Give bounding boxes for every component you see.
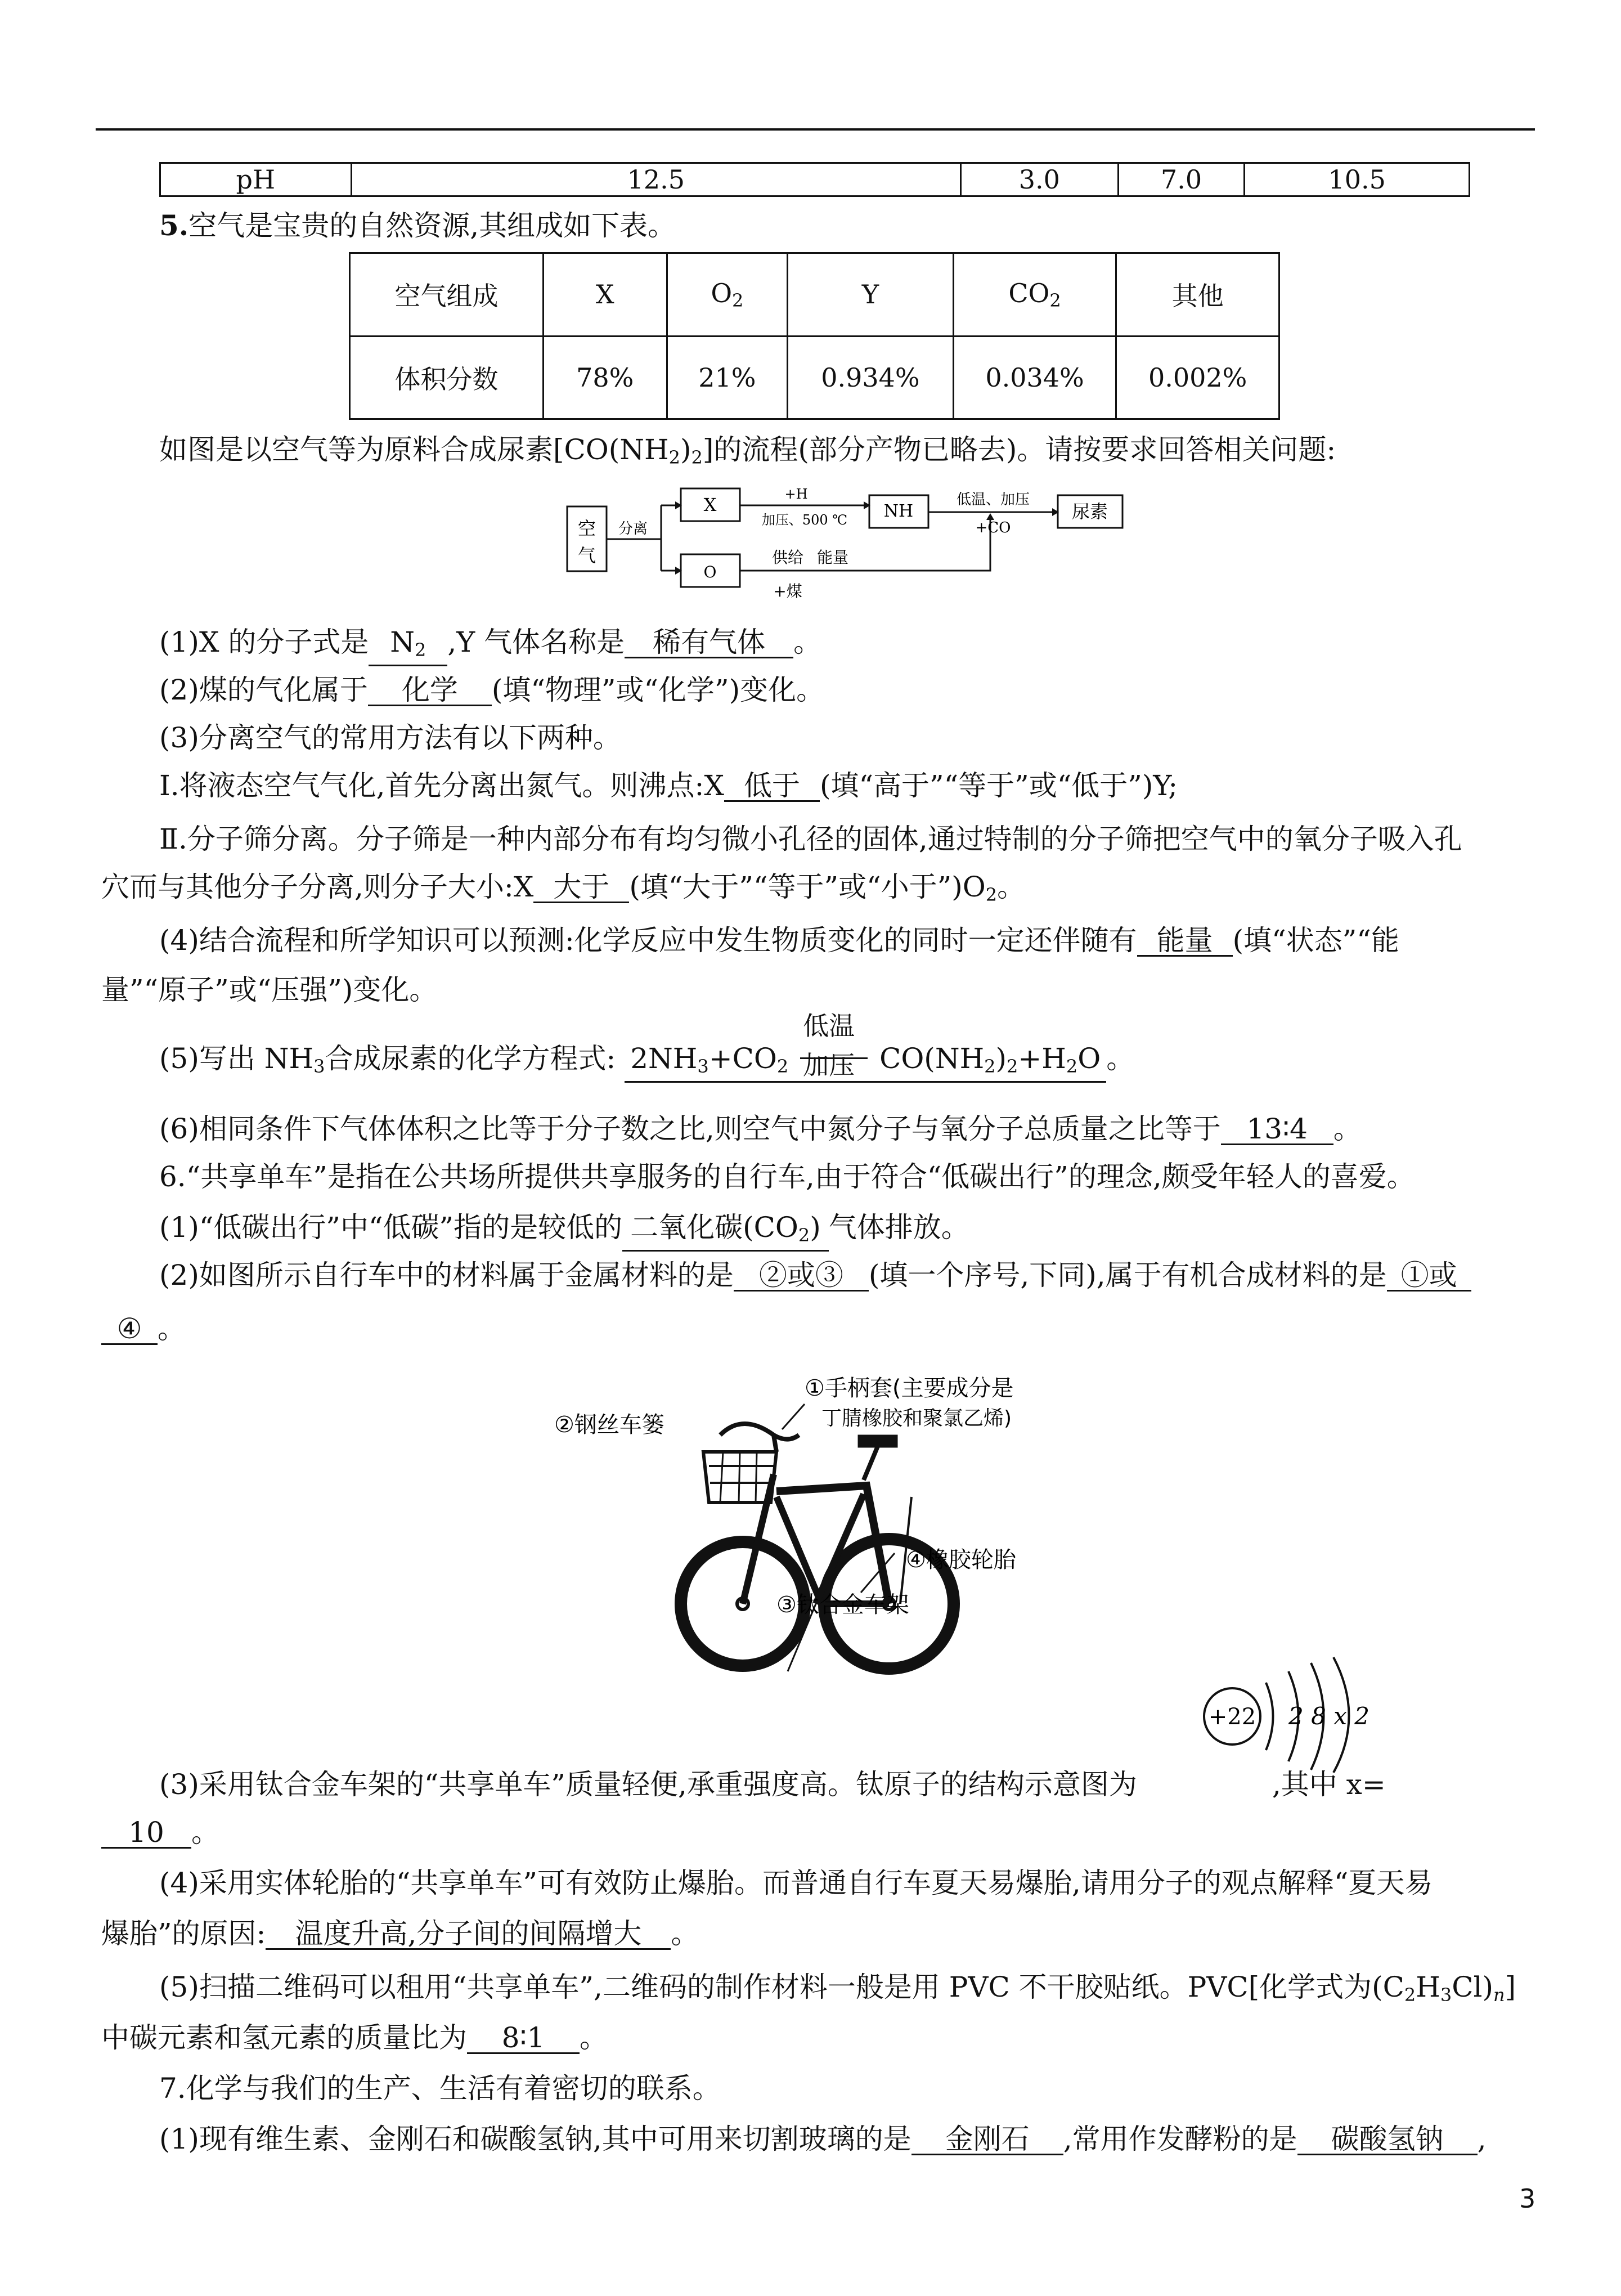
- flow-h2: +H: [784, 486, 808, 502]
- flow-urea: 尿素: [1071, 501, 1108, 522]
- q5-part3: (3)分离空气的常用方法有以下两种。: [159, 721, 621, 754]
- q6-part3-line1: (3)采用钛合金车架的“共享单车”质量轻便,承重强度高。钛原子的结构示意图为 ,其中 x=: [159, 1768, 1386, 1801]
- bike-label-1b: 丁腈橡胶和聚氯乙烯): [821, 1407, 1012, 1430]
- bike-label-1: ①手柄套(主要成分是: [805, 1375, 1014, 1401]
- q5-part3-ii-line1: Ⅱ.分子筛分离。分子筛是一种内部分布有均匀微小孔径的固体,通过特制的分子筛把空气中的氧分子吸入孔: [159, 823, 1462, 855]
- titanium-atom-diagram: [1198, 1649, 1401, 1773]
- ph-row-table: [159, 162, 1470, 197]
- flow-co2: +CO: [975, 519, 1011, 536]
- atom-nucleus: +22: [1208, 1704, 1256, 1730]
- q6-part4-line2: 爆胎”的原因: 温度升高,分子间的间隔增大 。: [101, 1917, 699, 1950]
- flow-coal: +煤: [773, 582, 802, 600]
- flow-o2: O: [703, 563, 717, 581]
- ph-value: 7.0: [1118, 163, 1245, 196]
- q6-part2-line1: (2)如图所示自行车中的材料属于金属材料的是 ②或③ (填一个序号,下同),属于有机合成材料的是 ①或: [159, 1258, 1471, 1293]
- ph-label: pH: [160, 163, 352, 196]
- q5-part1: (1)X 的分子式是 $N_2$ ,Y 气体名称是 稀有气体 。: [159, 625, 821, 666]
- ph-value: 12.5: [351, 163, 960, 196]
- q5-part4-line2: 量”“原子”或“压强”)变化。: [101, 974, 438, 1006]
- flow-nh3: NH: [883, 501, 914, 521]
- flow-air-2: 气: [577, 545, 596, 566]
- q6-part2-line2: ④ 。: [101, 1311, 186, 1346]
- page-number: 3: [1519, 2183, 1536, 2214]
- eq-condition-bottom: 加压: [803, 1050, 855, 1080]
- flow-cond1: 加压、500 ℃: [761, 512, 848, 528]
- q5-intro: 5.空气是宝贵的自然资源,其组成如下表。: [159, 209, 676, 242]
- q5-part4-line1: (4)结合流程和所学知识可以预测:化学反应中发生物质变化的同时一定还伴随有 能量 (填“状态”“能: [159, 924, 1399, 957]
- urea-flow-diagram: [563, 484, 1131, 602]
- q6-intro: 6.“共享单车”是指在公共场所提供共享服务的自行车,由于符合“低碳出行”的理念,颇受年轻人的喜爱。: [159, 1160, 1415, 1193]
- flow-intro: 如图是以空气等为原料合成尿素$[CO(NH_2)_2]$的流程(部分产物已略去)。请按要求回答相关问题:: [159, 433, 1336, 468]
- flow-supply: 供给: [771, 548, 804, 567]
- flow-x: X: [703, 494, 717, 515]
- q6-part1: (1)“低碳出行”中“低碳”指的是较低的 二氧化碳$(CO_2)$ 气体排放。: [159, 1210, 969, 1252]
- atom-shells: 2 8 x 2: [1288, 1702, 1369, 1730]
- flow-energy: 能量: [816, 548, 849, 567]
- ph-value: 10.5: [1245, 163, 1470, 196]
- bike-label-2: ②钢丝车篓: [554, 1412, 664, 1438]
- q6-part5-line1: (5)扫描二维码可以租用“共享单车”,二维码的制作材料一般是用 PVC 不干胶贴纸。PVC[化学式为$(C_2H_3Cl)_n$]: [159, 1971, 1516, 2006]
- q6-part3-line2: 10 。: [101, 1815, 219, 1850]
- air-composition-table: 空气组成 X $O_2$ Y $CO_2$ 其他 体积分数 78% 21% 0.934% 0.034% 0.002%: [349, 252, 1280, 420]
- ph-value: 3.0: [961, 163, 1119, 196]
- q5-part2: (2)煤的气化属于 化学 (填“物理”或“化学”)变化。: [159, 674, 825, 706]
- q5-part5: (5)写出 $NH_3$合成尿素的化学方程式: $2NH_3+CO_2$ 低温 加压 $CO(NH_2)_2+H_2O$ 。: [159, 1041, 1134, 1084]
- q5-part3-i: Ⅰ.将液态空气气化,首先分离出氮气。则沸点:X 低于 (填“高于”“等于”或“低于”)Y;: [159, 769, 1178, 802]
- q7-intro: 7.化学与我们的生产、生活有着密切的联系。: [159, 2072, 721, 2105]
- flow-cond2: 低温、加压: [956, 491, 1030, 508]
- header-rule: [96, 128, 1535, 131]
- flow-air-1: 空: [577, 518, 596, 539]
- q5-part6: (6)相同条件下气体体积之比等于分子数之比,则空气中氮分子与氧分子总质量之比等于 13∶4 。: [159, 1113, 1362, 1145]
- q6-part5-line2: 中碳元素和氢元素的质量比为 8∶1 。: [101, 2021, 608, 2054]
- eq-condition-top: 低温: [803, 1011, 855, 1041]
- q5-part3-ii-line2: 穴而与其他分子分离,则分子大小:X 大于 (填“大于”“等于”或“小于$”)O_2$。: [101, 871, 1026, 905]
- q6-part4-line1: (4)采用实体轮胎的“共享单车”可有效防止爆胎。而普通自行车夏天易爆胎,请用分子的观点解释“夏天易: [159, 1867, 1433, 1899]
- bicycle-figure: [551, 1367, 1114, 1683]
- q7-part1: (1)现有维生素、金刚石和碳酸氢钠,其中可用来切割玻璃的是 金刚石 ,常用作发酵粉的是 碳酸氢钠 ,: [159, 2123, 1487, 2155]
- flow-separate: 分离: [618, 521, 648, 537]
- bike-label-4: ④橡胶轮胎: [906, 1547, 1016, 1573]
- bike-label-3: ③钛合金车架: [776, 1592, 909, 1618]
